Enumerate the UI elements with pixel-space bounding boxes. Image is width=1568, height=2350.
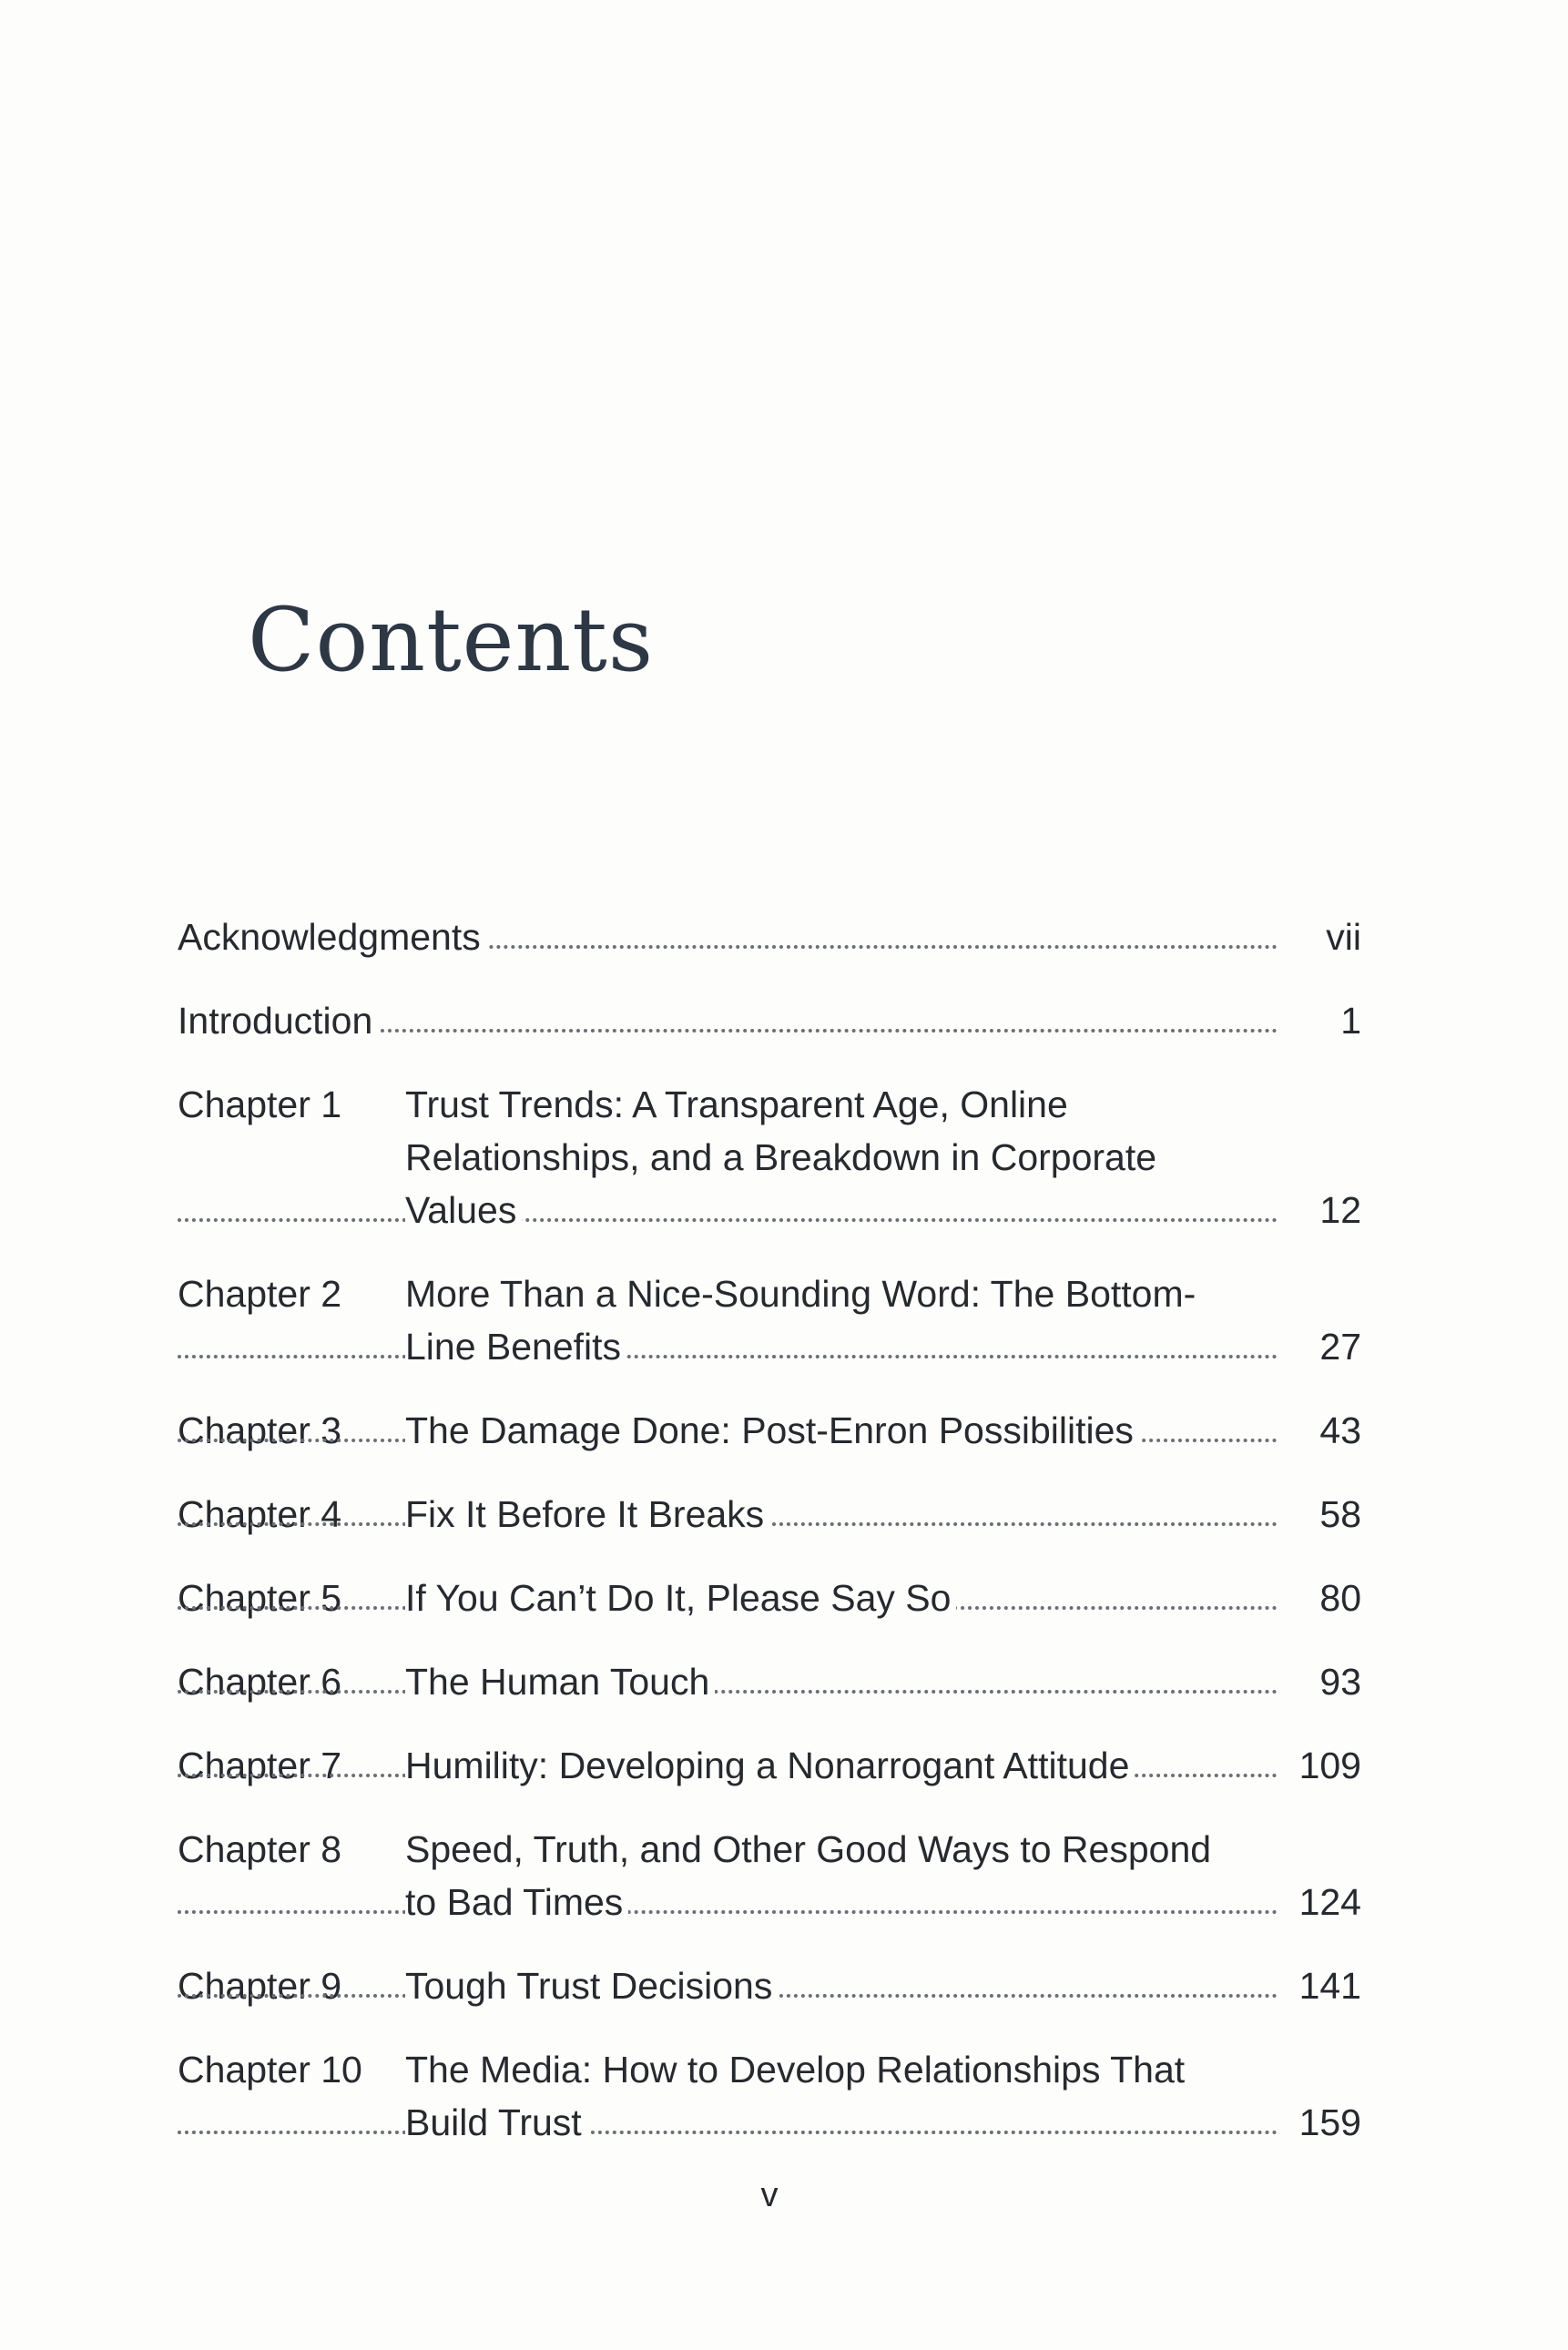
toc-entry-chapter (178, 1267, 1361, 1373)
toc-title-line (178, 1739, 1361, 1792)
toc-page-number: vii (1326, 916, 1361, 958)
toc-entry-frontmatter (178, 910, 1361, 963)
dot-leader (178, 1690, 1278, 1694)
toc-entry-title: Humility: Developing a Nonarrogant Attitude (405, 1739, 1135, 1792)
toc-page-number: 80 (1319, 1577, 1361, 1619)
page-title: Contents (248, 589, 655, 691)
toc-title-line (178, 994, 1361, 1047)
dot-leader (178, 1355, 1278, 1358)
toc-chapter-label: Chapter 7 (178, 1745, 342, 1786)
toc-entry-chapter (178, 1959, 1361, 2012)
toc-title-line (178, 1655, 1361, 1708)
toc-entry-title: The Media: How to Develop Relationships That (405, 2043, 1190, 2096)
toc-entry-chapter (178, 1572, 1361, 1624)
toc-chapter-label: Chapter 8 (178, 1828, 342, 1870)
toc-page-number: 12 (1319, 1189, 1361, 1231)
toc-page-number: 109 (1298, 1745, 1361, 1786)
toc-title-line (178, 1959, 1361, 2012)
toc-page-number: 27 (1319, 1326, 1361, 1368)
toc-title-line (178, 2043, 1361, 2096)
toc-title-line (178, 1404, 1361, 1457)
toc-chapter-label: Chapter 2 (178, 1273, 342, 1315)
toc-entry-title: Introduction (178, 994, 378, 1047)
toc-page-number: 93 (1319, 1661, 1361, 1703)
toc-entry-title: Speed, Truth, and Other Good Ways to Respond (405, 1823, 1217, 1876)
toc-title-line (178, 1131, 1361, 1184)
dot-leader (178, 1910, 1278, 1914)
toc-entry-chapter (178, 1739, 1361, 1792)
toc-page-number: 58 (1319, 1493, 1361, 1535)
toc-entry-title: If You Can’t Do It, Please Say So (405, 1572, 956, 1624)
toc-page-number: 141 (1298, 1965, 1361, 2007)
toc-entry-chapter (178, 2043, 1361, 2149)
toc-chapter-label: Chapter 6 (178, 1661, 342, 1703)
toc-entry-title: Trust Trends: A Transparent Age, Online (405, 1078, 1074, 1131)
toc-entry-title: Fix It Before It Breaks (405, 1488, 769, 1541)
toc-page-number: 43 (1319, 1409, 1361, 1451)
toc-entry-title: More Than a Nice-Sounding Word: The Bottom- (405, 1267, 1201, 1320)
toc-title-line (178, 1488, 1361, 1541)
toc-chapter-label: Chapter 5 (178, 1577, 342, 1619)
toc-entry-chapter (178, 1488, 1361, 1541)
page-number-folio: v (760, 2176, 779, 2214)
toc-entry-chapter (178, 1404, 1361, 1457)
toc-entry-frontmatter (178, 994, 1361, 1047)
toc-page-number: 124 (1298, 1881, 1361, 1923)
toc-entry-title: The Human Touch (405, 1655, 715, 1708)
toc-entry-title: Tough Trust Decisions (405, 1959, 778, 2012)
toc-entry-title: The Damage Done: Post-Enron Possibilities (405, 1404, 1139, 1457)
toc-page-number: 1 (1340, 1000, 1361, 1042)
toc-title-line (178, 1267, 1361, 1320)
toc-title-line (178, 1078, 1361, 1131)
toc-chapter-label: Chapter 10 (178, 2049, 362, 2091)
toc-chapter-label: Chapter 4 (178, 1493, 342, 1535)
toc-entry-title: Line Benefits (405, 1320, 626, 1373)
toc-entry-title: Values (405, 1184, 522, 1236)
dot-leader (178, 2131, 1278, 2134)
toc-chapter-label: Chapter 1 (178, 1083, 342, 1125)
toc-chapter-label: Chapter 9 (178, 1965, 342, 2007)
toc-title-line (178, 1823, 1361, 1876)
toc-entry-chapter (178, 1823, 1361, 1928)
toc-entry-title: Relationships, and a Breakdown in Corporate (405, 1131, 1162, 1184)
toc-title-line (178, 1876, 1361, 1928)
toc-entry-title: Build Trust (405, 2096, 587, 2149)
toc-title-line (178, 910, 1361, 963)
toc-entry-chapter (178, 1078, 1361, 1236)
dot-leader (178, 1218, 1278, 1222)
toc-title-line (178, 2096, 1361, 2149)
toc-chapter-label: Chapter 3 (178, 1409, 342, 1451)
toc-entry-chapter (178, 1655, 1361, 1708)
toc-title-line (178, 1184, 1361, 1236)
toc-title-line (178, 1320, 1361, 1373)
toc-entry-title: Acknowledgments (178, 910, 486, 963)
toc-entry-title: to Bad Times (405, 1876, 628, 1928)
toc-title-line (178, 1572, 1361, 1624)
toc-page-number: 159 (1298, 2101, 1361, 2143)
